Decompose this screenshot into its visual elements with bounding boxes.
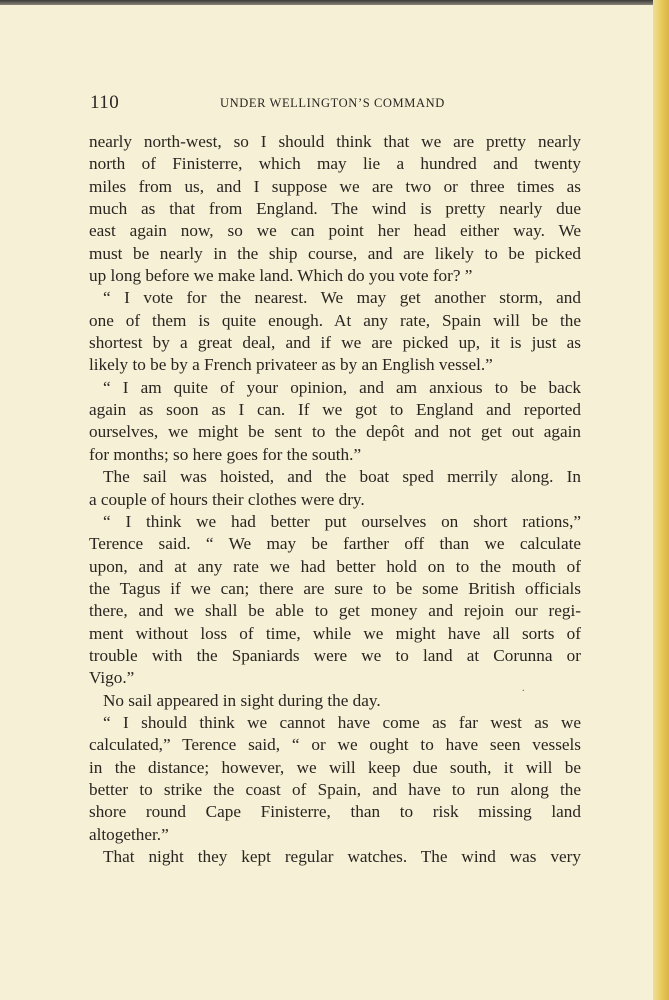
text-line: the Tagus if we can; there are sure to be some British officials [89, 578, 581, 598]
text-line: a couple of hours their clothes were dry. [89, 489, 365, 509]
body-text [89, 131, 581, 868]
text-line: calculated,” Terence said, “ or we ought to have seen vessels [89, 735, 581, 755]
text-line: for months; so here goes for the south.” [89, 444, 362, 464]
text-line: again as soon as I can. If we got to England and reported [89, 400, 581, 420]
text-line: shortest by a great deal, and if we are picked up, it is just as [89, 333, 581, 353]
running-head: UNDER WELLINGTON’S COMMAND [220, 96, 445, 110]
text-line: there, and we shall be able to get money and rejoin our regi- [89, 601, 581, 621]
scan-top-edge [0, 0, 669, 5]
text-line: miles from us, and I suppose we are two or three times as [89, 176, 581, 196]
text-line: must be nearly in the ship course, and are likely to be picked [89, 243, 581, 263]
text-line: upon, and at any rate we had better hold on to the mouth of [89, 556, 581, 576]
text-line: better to strike the coast of Spain, and have to run along the [89, 779, 581, 799]
text-line: altogether.” [89, 824, 169, 844]
text-line: nearly north-west, so I should think that we are pretty nearly [89, 132, 581, 151]
text-line: east again now, so we can point her head either way. We [89, 221, 581, 241]
text-line: No sail appeared in sight during the day. [103, 690, 381, 710]
text-line: “ I should think we cannot have come as far west as we [103, 712, 581, 732]
text-line: shore round Cape Finisterre, than to risk missing land [89, 802, 581, 822]
text-line: Terence said. “ We may be farther off than we calculate [89, 534, 581, 554]
text-line: The sail was hoisted, and the boat sped merrily along. In [103, 467, 581, 487]
text-line: ment without loss of time, while we might have all sorts of [89, 623, 581, 643]
page-number: 110 [90, 92, 120, 113]
text-line: “ I vote for the nearest. We may get another storm, and [103, 288, 581, 308]
text-line: one of them is quite enough. At any rate, Spain will be the [89, 310, 581, 330]
text-line: trouble with the Spaniards were we to land at Corunna or [89, 645, 581, 665]
text-line: likely to be by a French privateer as by an English vessel.” [89, 355, 493, 375]
page-header [90, 92, 580, 114]
text-line: “ I think we had better put ourselves on short rations,” [103, 511, 581, 531]
text-line: ourselves, we might be sent to the depôt and not get out again [89, 422, 581, 442]
text-line: Vigo.” [89, 668, 135, 688]
text-line: much as that from England. The wind is pretty nearly due [89, 199, 581, 219]
text-line: “ I am quite of your opinion, and am anxious to be back [103, 377, 581, 397]
text-line: That night they kept regular watches. The wind was very [103, 847, 581, 866]
text-line: up long before we make land. Which do you vote for? ” [89, 266, 473, 286]
text-line: north of Finisterre, which may lie a hundred and twenty [89, 154, 581, 174]
stray-mark: . [522, 683, 525, 694]
scan-right-edge [653, 0, 669, 1000]
text-line: in the distance; however, we will keep due south, it will be [89, 757, 581, 777]
